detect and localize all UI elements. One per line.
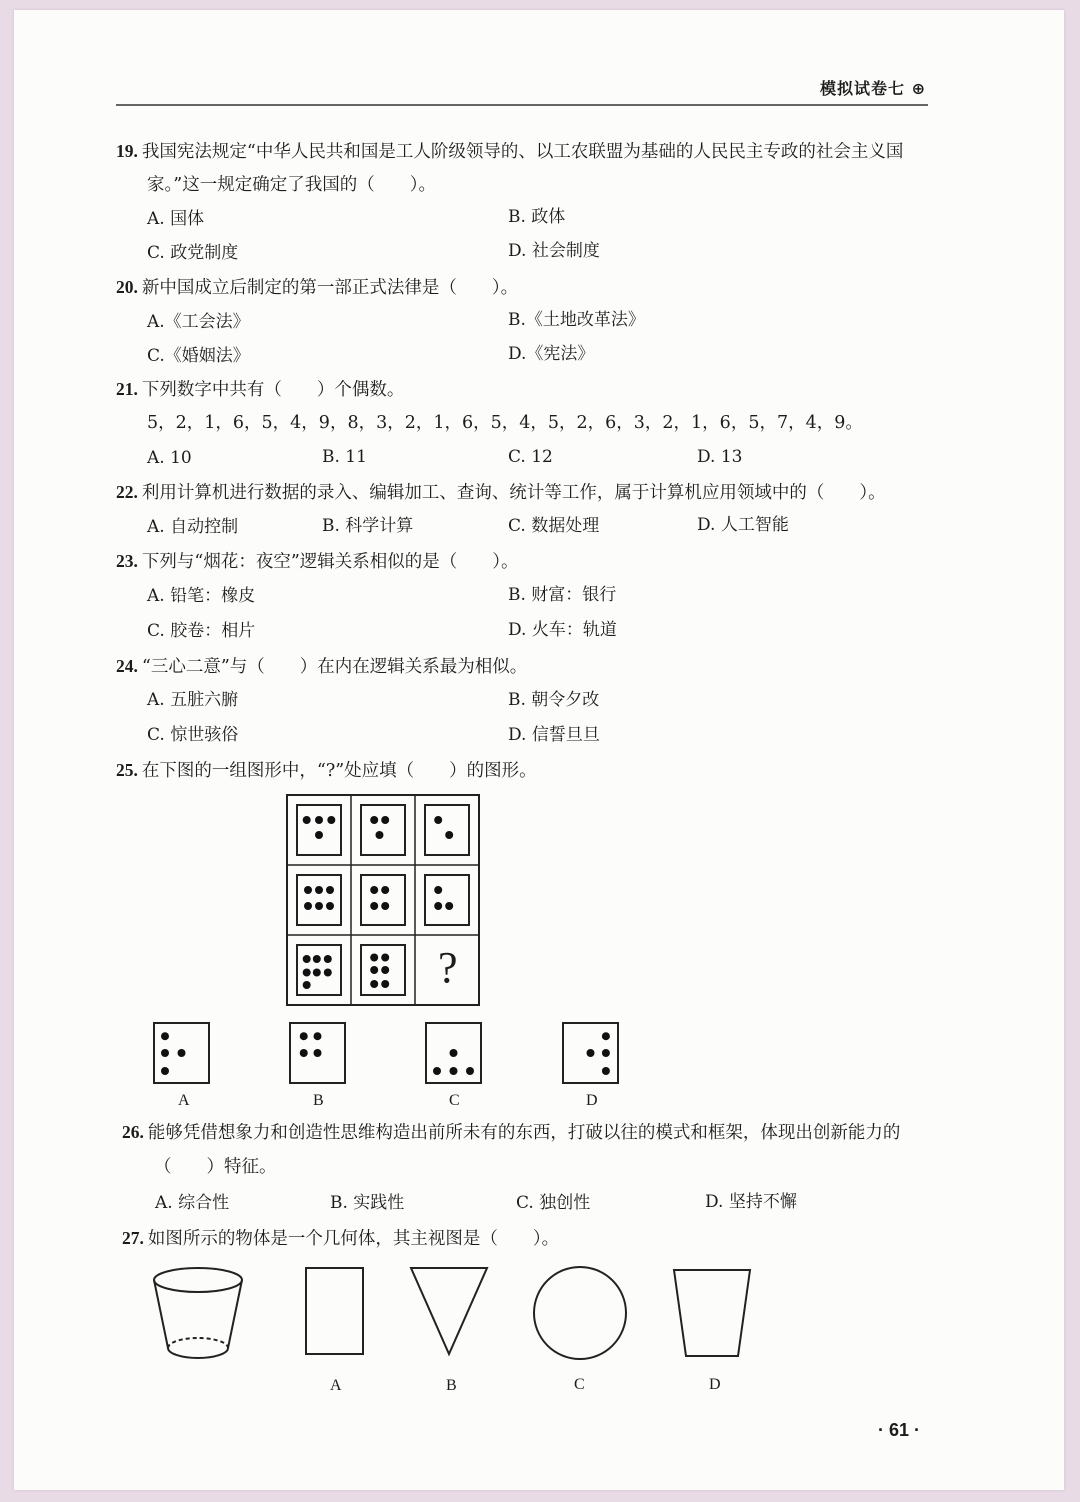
option-a-rectangle [306,1268,363,1354]
question-21-number-sequence: 5，2，1，6，5，4，9，8，3，2，1，6，5，4，5，2，6，3，2，1，6，5，7，4，9。 [147,413,863,433]
q20-option-b[interactable]: B.《土地改革法》 [508,310,645,330]
cup-solid-figure [154,1268,242,1358]
q21-option-b[interactable]: B. 11 [322,447,367,467]
q26-option-c[interactable]: C. 独创性 [516,1193,591,1213]
question-19-line-1: 19. 我国宪法规定“中华人民共和国是工人阶级领导的、以工农联盟为基础的人民民主专政的社会主义国 [116,141,904,162]
question-26-line-2: （ ）特征。 [154,1157,277,1177]
q25-option-d[interactable]: D [586,1092,598,1109]
q22-option-c[interactable]: C. 数据处理 [508,516,600,536]
q26-option-a[interactable]: A. 综合性 [155,1193,230,1213]
q22-option-d[interactable]: D. 人工智能 [697,515,789,535]
q27-option-d[interactable]: D [709,1376,721,1393]
question-20-line-1: 20. 新中国成立后制定的第一部正式法律是（ ）。 [116,277,519,298]
q27-option-b[interactable]: B [446,1377,457,1394]
q21-option-d[interactable]: D. 13 [697,447,743,467]
q20-option-c[interactable]: C.《婚姻法》 [147,346,250,366]
q24-option-b[interactable]: B. 朝令夕改 [508,690,600,710]
q21-option-a[interactable]: A. 10 [147,448,192,468]
q20-option-a[interactable]: A.《工会法》 [147,312,250,332]
page-number: · 61 · [878,1420,921,1440]
question-19-line-2: 家。”这一规定确定了我国的（ ）。 [147,175,436,195]
question-23-line-1: 23. 下列与“烟花：夜空”逻辑关系相似的是（ ）。 [116,551,519,572]
grid-question-mark: ? [438,943,458,992]
question-22-line-1: 22. 利用计算机进行数据的录入、编辑加工、查询、统计等工作，属于计算机应用领域中的（ ）。 [116,482,886,503]
q19-option-d[interactable]: D. 社会制度 [508,241,600,261]
question-24-line-1: 24. “三心二意”与（ ）在内在逻辑关系最为相似。 [116,656,528,677]
header-title: 模拟试卷七 ⊕ [820,79,926,98]
q23-option-c[interactable]: C. 胶卷：相片 [147,621,256,641]
q27-option-c[interactable]: C [574,1376,585,1393]
q24-option-d[interactable]: D. 信誓旦旦 [508,725,600,745]
q19-option-c[interactable]: C. 政党制度 [147,243,239,263]
q26-option-d[interactable]: D. 坚持不懈 [705,1192,797,1212]
option-b-triangle [411,1268,487,1354]
q20-option-d[interactable]: D.《宪法》 [508,344,595,364]
question-21-line-1: 21. 下列数字中共有（ ）个偶数。 [116,379,405,400]
q19-option-b[interactable]: B. 政体 [508,207,566,227]
question-27-line-1: 27. 如图所示的物体是一个几何体，其主视图是（ ）。 [122,1228,560,1249]
q22-option-a[interactable]: A. 自动控制 [147,517,239,537]
q25-option-c[interactable]: C [449,1092,460,1109]
q27-option-a[interactable]: A [330,1377,342,1394]
q25-option-a[interactable]: A [178,1092,190,1109]
option-c-circle [534,1267,626,1359]
q26-option-b[interactable]: B. 实践性 [330,1193,405,1213]
question-25-line-1: 25. 在下图的一组图形中，“?”处应填（ ）的图形。 [116,760,537,781]
question-26-line-1: 26. 能够凭借想象力和创造性思维构造出前所未有的东西，打破以往的模式和框架，体现出创新能力的 [122,1122,901,1143]
header-emblem-icon: ⊕ [911,79,926,98]
q23-option-d[interactable]: D. 火车：轨道 [508,620,617,640]
q21-option-c[interactable]: C. 12 [508,447,553,467]
q23-option-b[interactable]: B. 财富：银行 [508,585,617,605]
q24-option-c[interactable]: C. 惊世骇俗 [147,725,239,745]
option-d-trapezoid [674,1270,750,1356]
q25-option-b[interactable]: B [313,1092,324,1109]
q22-option-b[interactable]: B. 科学计算 [322,516,414,536]
q19-option-a[interactable]: A. 国体 [147,209,205,229]
q24-option-a[interactable]: A. 五脏六腑 [147,690,239,710]
q23-option-a[interactable]: A. 铅笔：橡皮 [147,586,256,606]
